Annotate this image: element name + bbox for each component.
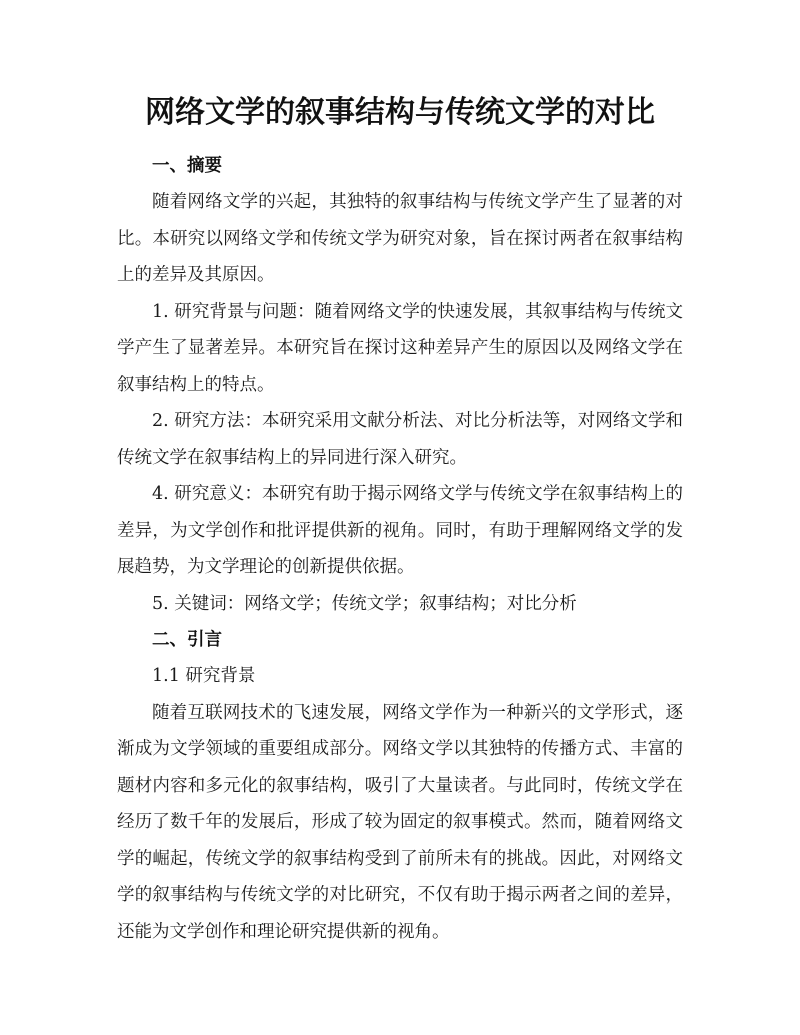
introduction-heading: 二、引言 [152,630,222,650]
abstract-item-significance: 4. 研究意义：本研究有助于揭示网络文学与传统文学在叙事结构上的差异，为文学创作和批评提供新的视角。同时，有助于理解网络文学的发展趋势，为文学理论的创新提供依据。 [117,484,683,577]
document-title: 网络文学的叙事结构与传统文学的对比 [145,95,655,130]
abstract-heading: 一、摘要 [152,156,222,176]
document-body [117,92,683,950]
abstract-intro-paragraph: 随着网络文学的兴起，其独特的叙事结构与传统文学产生了显著的对比。本研究以网络文学和传统文学为研究对象，旨在探讨两者在叙事结构上的差异及其原因。 [117,192,683,285]
abstract-item-keywords: 5. 关键词：网络文学；传统文学；叙事结构；对比分析 [152,593,577,614]
abstract-item-background: 1. 研究背景与问题：随着网络文学的快速发展，其叙事结构与传统文学产生了显著差异。本研究旨在探讨这种差异产生的原因以及网络文学在叙事结构上的特点。 [117,301,683,395]
introduction-subheading: 1.1 研究背景 [152,666,256,686]
abstract-item-method: 2. 研究方法：本研究采用文献分析法、对比分析法等，对网络文学和传统文学在叙事结构上的异同进行深入研究。 [117,411,683,468]
introduction-paragraph: 随着互联网技术的飞速发展，网络文学作为一种新兴的文学形式，逐渐成为文学领域的重要组成部分。网络文学以其独特的传播方式、丰富的题材内容和多元化的叙事结构，吸引了大量读者。与此同时，传统文学在经历了数千年的发展后，形成了较为固定的叙事模式。然而，随着网络文学的崛起，传统文学的叙事结构受到了前所未有的挑战。因此，对网络文学的叙事结构与传统文学的对比研究，不仅有助于揭示两者之间的差异，还能为文学创作和理论研究提供新的视角。 [117,702,683,942]
